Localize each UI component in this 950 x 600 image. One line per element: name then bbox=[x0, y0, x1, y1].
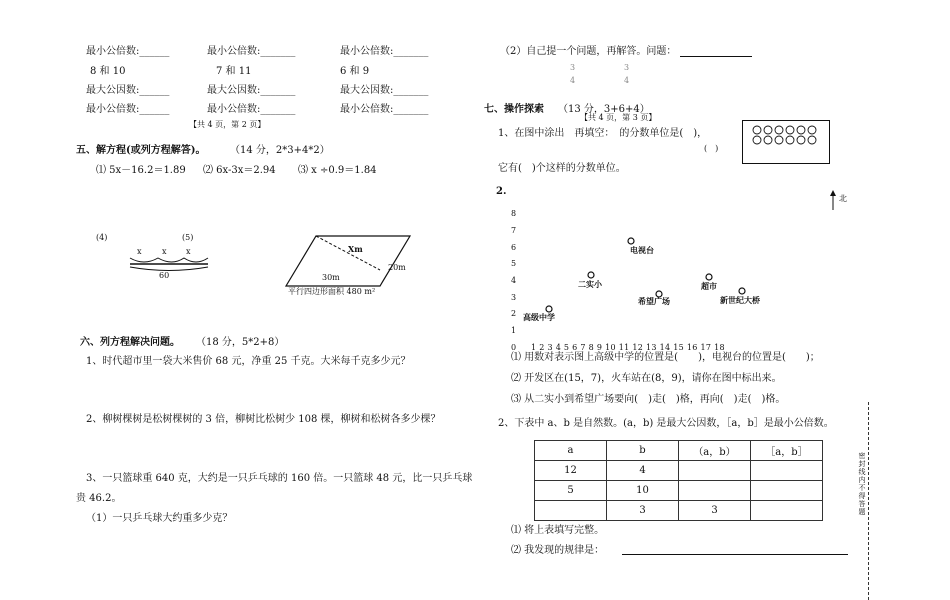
place-supermarket: 超市 bbox=[701, 281, 717, 291]
table-cell: 10 bbox=[607, 481, 679, 501]
circle-shape bbox=[775, 126, 783, 134]
circle-shape bbox=[797, 126, 805, 134]
grid-y-0: 0 bbox=[511, 343, 517, 352]
problem-1: 1、时代超市里一袋大米售价 68 元，净重 25 千克。大米每千克多少元？ bbox=[86, 356, 411, 367]
circle-shape bbox=[786, 136, 794, 144]
table-cell: 4 bbox=[607, 461, 679, 481]
problem-3-sub-1: （1）一只乒乓球大约重多少克？ bbox=[86, 513, 233, 524]
grid-y-7: 7 bbox=[511, 226, 517, 235]
fraction-2-numerator: 3 bbox=[624, 63, 630, 72]
table-cell bbox=[679, 481, 751, 501]
equation-1: ⑴ 5x－16.2＝1.89 bbox=[96, 165, 186, 176]
map-question-2: ⑵ 开发区在(15，7)，火车站在(8，9)，请你在图中标出来。 bbox=[511, 373, 782, 384]
table-cell: 3 bbox=[607, 501, 679, 521]
table-intro: 2、下表中 a、b 是自然数。(a，b) 是最大公因数，［a，b］是最小公倍数。 bbox=[498, 418, 834, 429]
table-cell: ［a，b］ bbox=[751, 441, 823, 461]
lcm-label-1: 最小公倍数:______ bbox=[86, 46, 170, 57]
table-row bbox=[535, 501, 823, 521]
grid-y-1: 1 bbox=[511, 326, 517, 335]
table-cell bbox=[679, 461, 751, 481]
lcm-label-2: 最小公倍数:_______ bbox=[207, 46, 296, 57]
place-new-century-bridge: 新世纪大桥 bbox=[720, 295, 760, 305]
question-5-number: (5) bbox=[182, 233, 194, 242]
place-tv-station: 电视台 bbox=[630, 245, 654, 255]
segment-total: 60 bbox=[159, 271, 170, 280]
table-cell: b bbox=[607, 441, 679, 461]
table-task-2: ⑵ 我发现的规律是： bbox=[511, 545, 605, 556]
question-4-number: (4) bbox=[96, 233, 108, 242]
place-hope-square: 希望广场 bbox=[638, 296, 670, 306]
circle-shape bbox=[808, 136, 816, 144]
circle-shape bbox=[764, 126, 772, 134]
section-6-score: （18 分，5*2+8） bbox=[196, 337, 285, 348]
section-5-score: （14 分，2*3+4*2） bbox=[230, 145, 330, 156]
lcm2-label-2: 最小公倍数:_______ bbox=[207, 104, 296, 115]
segment-diagram bbox=[126, 254, 216, 274]
equation-3: ⑶ x ÷0.9＝1.84 bbox=[298, 165, 377, 176]
parallelogram-top-label: Xm bbox=[348, 244, 363, 254]
section-7-title: 七、操作探索 bbox=[484, 104, 544, 115]
lcm-label-3: 最小公倍数:_______ bbox=[340, 46, 429, 57]
north-label: 北 bbox=[839, 194, 847, 203]
gcf-label-1: 最大公因数:______ bbox=[86, 85, 170, 96]
table-cell bbox=[751, 501, 823, 521]
grid-y-5: 5 bbox=[511, 259, 517, 268]
grid-y-8: 8 bbox=[511, 209, 517, 218]
table-cell bbox=[535, 501, 607, 521]
operation-1-text-2: 它有( )个这样的分数单位。 bbox=[498, 163, 626, 174]
section-7-score: （13 分，3+6+4） bbox=[558, 104, 650, 115]
map-question-3: ⑶ 从二实小到希望广场要向( )走( )格，再向( )走( )格。 bbox=[511, 394, 786, 405]
table-row bbox=[535, 461, 823, 481]
circle-shape bbox=[786, 126, 794, 134]
operation-2-label: 2. bbox=[496, 186, 507, 197]
x-mark-1: x bbox=[137, 247, 142, 256]
table-cell: 12 bbox=[535, 461, 607, 481]
problem-2: 2、柳树棵树是松树棵树的 3 倍，柳树比松树少 108 棵，柳树和松树各多少棵？ bbox=[86, 414, 441, 425]
circle-shape bbox=[753, 136, 761, 144]
parallelogram-side-label: 20m bbox=[388, 263, 406, 272]
operation-1-text: 1、在图中涂出 再填空： 的分数单位是( )， bbox=[498, 128, 708, 139]
x-mark-2: x bbox=[162, 247, 167, 256]
lcm2-label-1: 最小公倍数:______ bbox=[86, 104, 170, 115]
circle-shape bbox=[808, 126, 816, 134]
place-second-school: 二实小 bbox=[578, 279, 602, 289]
grid-y-2: 2 bbox=[511, 309, 517, 318]
table-cell bbox=[751, 461, 823, 481]
x-mark-3: x bbox=[186, 247, 191, 256]
table-cell: （a，b） bbox=[679, 441, 751, 461]
problem-3-line-2: 贵 46.2。 bbox=[76, 493, 122, 504]
parallelogram-caption: 平行四边形面积 480 m² bbox=[288, 287, 376, 296]
seal-notice: 密封线内不得答题 bbox=[858, 452, 866, 516]
gcf-lcm-table bbox=[534, 440, 823, 521]
circle-shape bbox=[764, 136, 772, 144]
page-footer-left: 【共 4 页，第 2 页】 bbox=[189, 120, 266, 129]
section-6-title: 六、列方程解决问题。 bbox=[80, 337, 180, 348]
table-cell: 5 bbox=[535, 481, 607, 501]
fraction-2-denominator: 4 bbox=[624, 76, 630, 85]
problem-3-line-1: 3、一只篮球重 640 克，大约是一只乒乓球的 160 倍。一只篮球 48 元，比一只乒乓球 bbox=[86, 473, 473, 484]
rule-answer-line bbox=[622, 554, 848, 555]
pair-2: 7 和 11 bbox=[216, 66, 252, 77]
section-5-title: 五、解方程(或列方程解答)。 bbox=[76, 145, 206, 156]
seal-line bbox=[868, 402, 869, 600]
page-footer-right: 【共 4 页，第 3 页】 bbox=[580, 113, 657, 122]
question-2-prompt: （2）自己提一个问题，再解答。问题： bbox=[500, 46, 677, 57]
lcm2-label-3: 最小公倍数:_______ bbox=[340, 104, 429, 115]
table-task-1: ⑴ 将上表填写完整。 bbox=[511, 525, 605, 536]
north-arrow-icon bbox=[829, 190, 837, 210]
circle-shape bbox=[797, 136, 805, 144]
gcf-label-3: 最大公因数:_______ bbox=[340, 85, 429, 96]
fraction-1-denominator: 4 bbox=[570, 76, 576, 85]
grid-y-3: 3 bbox=[511, 293, 517, 302]
table-cell: 3 bbox=[679, 501, 751, 521]
map-question-1: ⑴ 用数对表示图上高级中学的位置是( )，电视台的位置是( )； bbox=[511, 352, 820, 363]
place-high-school: 高级中学 bbox=[523, 312, 555, 322]
question-2-answer-line bbox=[680, 56, 752, 57]
operation-1-paren: ( ) bbox=[704, 144, 719, 153]
circles-grid bbox=[752, 125, 822, 145]
pair-1: 8 和 10 bbox=[90, 66, 126, 77]
pair-3: 6 和 9 bbox=[340, 66, 370, 77]
fraction-1-numerator: 3 bbox=[570, 63, 576, 72]
circle-shape bbox=[753, 126, 761, 134]
circle-shape bbox=[775, 136, 783, 144]
table-row bbox=[535, 481, 823, 501]
table-cell: a bbox=[535, 441, 607, 461]
grid-y-6: 6 bbox=[511, 243, 517, 252]
grid-y-4: 4 bbox=[511, 276, 517, 285]
gcf-label-2: 最大公因数:_______ bbox=[207, 85, 296, 96]
grid-x-numbers: 1 2 3 4 5 6 7 8 9 10 11 12 13 14 15 16 17 18 bbox=[531, 343, 725, 352]
equation-2: ⑵ 6x-3x＝2.94 bbox=[203, 165, 276, 176]
parallelogram-bottom-label: 30m bbox=[322, 273, 340, 282]
table-header-row bbox=[535, 441, 823, 461]
table-cell bbox=[751, 481, 823, 501]
